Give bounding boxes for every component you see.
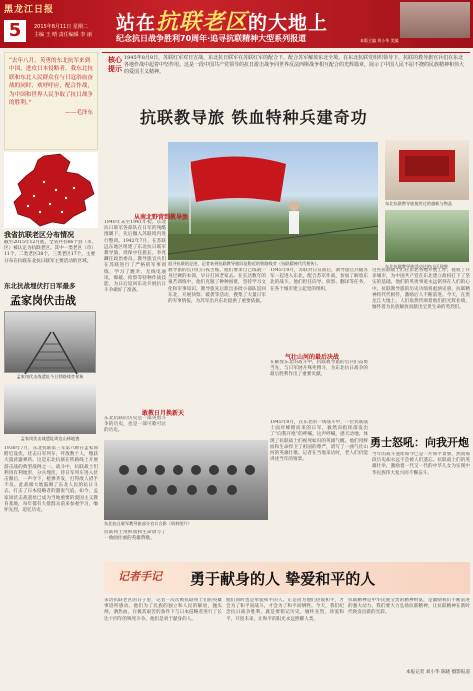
group-photo <box>104 440 268 520</box>
quote-box <box>4 52 98 150</box>
reporter-notes-title: 勇于献身的人 挚爱和平的人 <box>190 570 376 588</box>
page-headline <box>116 5 328 36</box>
article-column-1c: 抗联将士用鲜血和生命谱写了一曲曲壮丽的英雄赞歌。 <box>104 530 166 542</box>
main-photo-caption: 追寻抗联的足迹，记者来到抗联教导旅旧址附近的铁路线旁（抗联精神代代相传）。 <box>168 261 321 266</box>
mengjiagang-title: 孟家岗伏击战 <box>10 294 76 307</box>
series-subhead: 纪念抗日战争胜利70周年·追寻抗联精神大型系列报道 <box>116 34 307 43</box>
relic-photo-caption: 东北抗联教导旅使用过的旗帜与物品 <box>385 201 453 206</box>
subheading-new-era: 敢教日月换新天 <box>142 410 185 417</box>
group-photo-graphic <box>104 440 268 520</box>
mengjiagang-article-text: 1938年7月，东北抗联第三军第六师在孟家岗附近设伏，伏击日军列车，歼敌数十人，缴获大量武器弹药。这是东北抗联在铁路线上开展游击战的典型战例之一。战斗中，抗联战士们利用有利地形，分兵埋伏，待日军列车进入伏击圈后，一声令下，枪弹齐发，打得敌人措手不及。此战极大地鼓舞了东北人民的抗日斗志，打击了日本侵略者的嚣张气焰。如今，孟家岗伏击战遗址已成为当地重要的爱国主义教育基地，每年都有大批群众前来参观学习，缅怀先烈，追忆历史。 <box>4 446 98 514</box>
railway-photo <box>4 311 96 373</box>
railway-photo-caption: 孟家岗伏击战遗址今日铁路线旁景象 <box>16 374 84 379</box>
article-column-5: 1945年8月，在东北的一场战斗中，一位抗联战士面对蜂拥而来的日军，毅然向指挥部发出了“向我开炮”的呼喊。这声呼喊，感天动地，体现了抗联战士们视死如归的英雄气概。他们用鲜血和生命捍卫了祖国的尊严，谱写了一曲气壮山河的英雄壮歌。记者在当地采访时，老人们仍能讲述当年的情景。 <box>270 420 368 463</box>
subheading-training: 从南北野营到教导旅 <box>134 214 189 221</box>
masthead-photo <box>400 2 470 38</box>
quote-attribution: ——毛泽东 <box>65 110 93 117</box>
article-column-2: 教导旅的官兵们日夜苦练，他们要求自己练就一身过硬的本领，早日打回老家去。在长达数年的艰苦训练中，他们克服了种种困难，坚持学习文化和军事知识。教导旅先后派出多批小部队返回东北，开展侦察、破袭等活动，搜集了大量日军的军事情报，为苏军出兵东北提供了重要依据。 <box>168 268 266 305</box>
article-column-1: 1940年末至1941年初，东北抗日联军各部队在日军的残酷围剿下，先后撤入苏联境内进行整训。1942年7月，在苏联远东地区组建了东北抗日联军教导旅，周保中任旅长，李兆麟任政治委员。教导旅官兵们在苏联进行了严格的军事训练，学习了跳伞、无线电通讯、爆破、侦察等特种作战技能，为日后返回东北开展抗日斗争做好了准备。 <box>104 220 166 294</box>
province-map <box>4 152 98 228</box>
publication-editors: 主编 王 晴 责任编辑 李 丽 <box>34 32 92 38</box>
mengjiagang-kicker: 东北抗战埋伏打日军最多 <box>4 282 76 290</box>
page-number: 5 <box>4 20 26 42</box>
relic-photo-graphic <box>385 140 469 200</box>
group-photo-caption: 东北抗日联军教导旅部分官兵合影（资料图片） <box>104 521 192 526</box>
reporter-notes-label: 记者手记 <box>118 570 162 583</box>
quote-text: “去年八月，英勇的东北抗军来到中国，进攻日本侵略者，我东北抗联和东北人民群众在与日寇浴血奋战的同时，欢呼呼应，配合作战，为中国和世界人民争取了抗日战争的胜利。” <box>9 58 93 107</box>
subheading-final-battle: 气壮山河的最后决战 <box>285 354 340 361</box>
map-caption: 截至2015年12月底，全省共有66个县（市、区）被认定为抗联老区。其中一类老区（市）11个，二类老区38个，三类老区17个，主要分布在抗联东北抗日联军主要活动的区域。 <box>4 240 97 264</box>
notes-column-1: 采访抗联老区的日子里，记者一次次被抗联将士们的英雄事迹所感动。他们为了民族的独立和人民的解放，抛头颅、洒热血，在极其艰苦的条件下与日本侵略者进行了长达十四年的殊死斗争。他们是勇于献身的人。 <box>104 598 222 622</box>
headline-post: 的大地上 <box>248 12 329 34</box>
core-tip-text: 1945年8月8日，苏联红军对日宣战。东北抗日联军在苏联红军的配合下，配合苏军解放东北全境。在东北抗联党组织领导下，抗联的教导旅官兵们在东北各地作战中起着中坚作用。这是一段中国共产党领导的抗日游击战争同世界反法西斯战争相互配合的光辉篇章，展示了中国人民不屈不挠的民族精神和伟大的爱国主义精神。 <box>124 55 465 75</box>
relic-photo <box>385 140 469 200</box>
hillside-photo <box>4 384 96 434</box>
main-article-title: 抗联教导旅 铁血特种兵建奇功 <box>140 108 368 127</box>
newspaper-brand: 黑龙江日报 <box>4 5 55 15</box>
headline-highlight: 抗联老区 <box>156 9 249 35</box>
notes-column-3: 抗联精神是中华民族宝贵的精神财富，是激励我们不断前进的强大动力。我们要大力弘扬抗联精神，让抗联精神在新时代焕发出新的光彩。 <box>348 598 470 616</box>
mountain-photo-caption: 东北抗联教导旅活动过的山区现貌 <box>385 264 448 269</box>
core-tip-label: 核心提示 <box>108 56 122 73</box>
article-column-3b: 在解放东北的战斗中，抗联教导旅的官兵们奋勇当先，与日军展开殊死搏斗，为东北抗日战争的最后胜利作出了重要贡献。 <box>270 360 368 378</box>
core-tip-top-rule <box>102 52 470 53</box>
mountain-photo <box>385 210 469 262</box>
headline-pre: 站在 <box>116 12 157 34</box>
article-column-1b: 东北抗联的历史是一部英勇斗争的历史，也是一部可歌可泣的历史。 <box>104 416 166 434</box>
hillside-photo-caption: 孟家岗伏击战遗址周边山林地貌 <box>20 436 80 441</box>
main-flag-photo-graphic <box>168 142 378 260</box>
map-title: 我省抗联老区分布情况 <box>4 231 74 239</box>
section-title-brave: 勇士怒吼：向我开炮 <box>370 436 469 449</box>
article-column-6: 当年的战斗遗址如今已是一片和平景象，然而那段历史却永远不会被人们遗忘。抗联战士们的英雄壮举，激励着一代又一代的中华儿女为实现中华民族伟大复兴而不懈奋斗。 <box>372 452 470 476</box>
publication-date: 2015年8月11日 星期二 <box>34 24 88 30</box>
notes-column-2: 他们同时也是挚爱和平的人。正是因为他们热爱和平，才会为了和平而战斗，才会为了和平而牺牲。今天，我们纪念抗日战争胜利，就是要铭记历史，缅怀先烈，珍爱和平，开创未来，让和平的阳光永远照耀人类。 <box>226 598 344 622</box>
article-column-4: 这些抗联战士们在东北各地开展工作，接收了许多城市，为中国共产党在东北建立政权打下了坚实的基础。他们的英勇事迹永远铭刻在人们的心中。抗联教导旅的历史功绩将彪炳史册，抗联精神将代代相传，激励后人不断前进。今天，在黑龙江大地上，人们依然传颂着他们的光辉业绩，缅怀着为民族解放而献出宝贵生命的英烈们。 <box>372 268 470 311</box>
heilongjiang-map-graphic <box>4 152 98 228</box>
railway-photo-graphic <box>5 312 97 374</box>
edition-line: 本版主编 刘小华 美编 <box>360 38 399 43</box>
reporter-byline: 本报记者 刘小华 陈晓 摄影报道 <box>405 670 470 675</box>
masthead-banner <box>0 0 473 48</box>
article-column-3: 1945年8月，苏联对日宣战后，教导旅官兵随苏军一起进入东北，配合苏军作战，参加了解放东北的战斗。他们担任向导、侦察、翻译等任务，在各个城市建立起党的组织。 <box>270 268 368 292</box>
main-flag-photo <box>168 142 378 260</box>
